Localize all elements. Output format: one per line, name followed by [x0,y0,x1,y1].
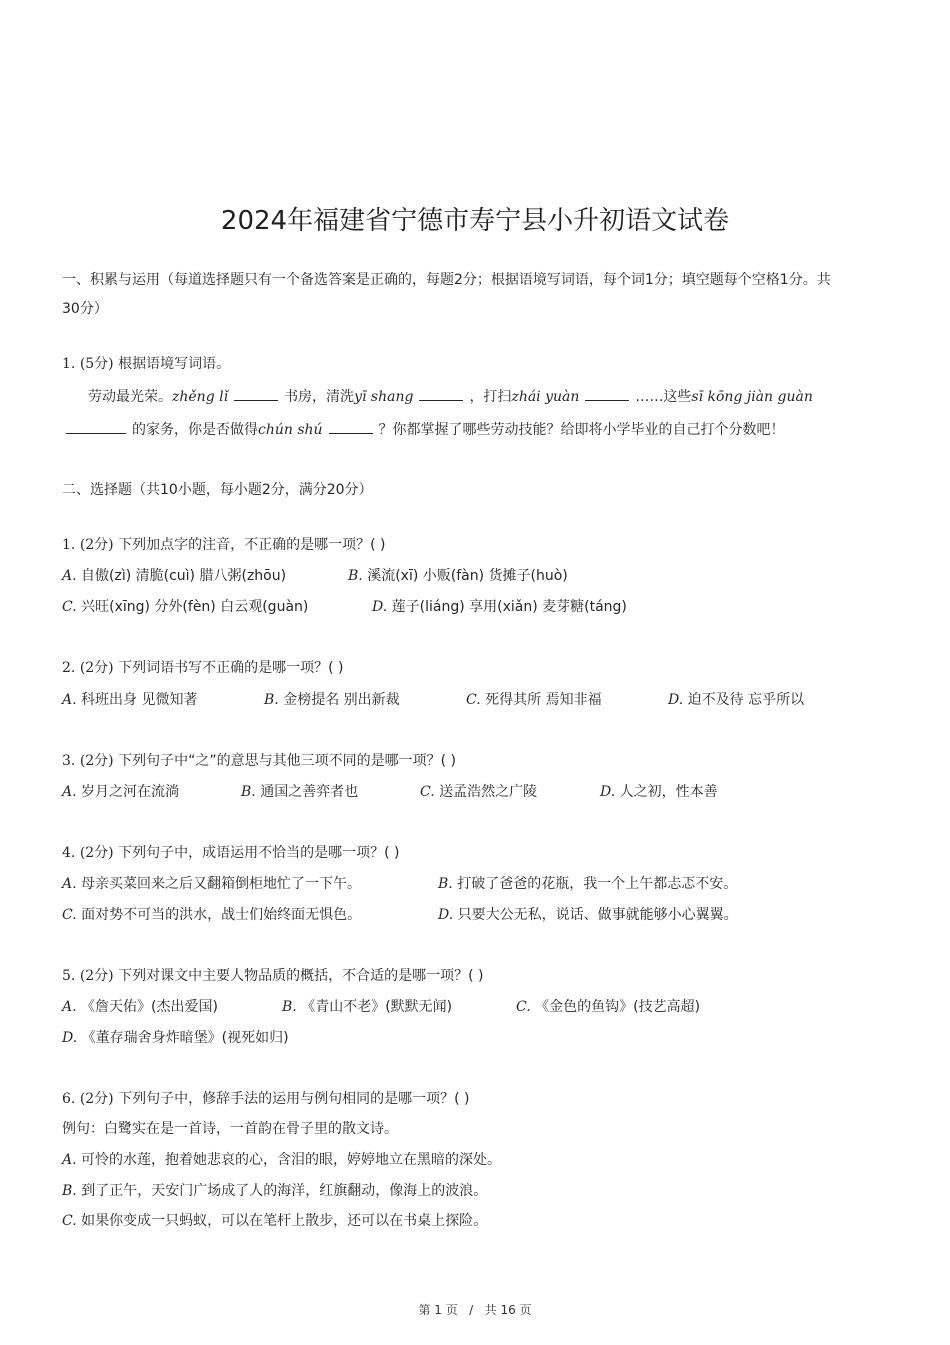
page-title: 2024年福建省宁德市寿宁县小升初语文试卷 [220,206,730,236]
option-letter: A. [62,876,77,892]
option-d[interactable] [600,781,718,801]
section2-heading: 二、选择题（共10小题，每小题2分，满分20分） [62,482,373,498]
question-score: (2分) [79,968,114,984]
option-letter: A. [62,999,77,1015]
passage-text: ，打扫 [469,389,512,405]
option-letter: D. [62,1030,78,1046]
question-prompt: 下列词语书写不正确的是哪一项？( ) [118,660,344,676]
question-number: 1. [62,537,76,553]
option-letter: B. [264,692,279,708]
passage-text: ……这些 [635,389,692,405]
option-letter: C. [516,999,531,1015]
option-d[interactable] [438,904,738,924]
option-letter: A. [62,1152,77,1168]
option-c[interactable] [466,689,602,709]
option-letter: D. [372,599,388,615]
question-score: (2分) [79,845,114,861]
answer-blank[interactable] [329,421,373,434]
question-6-header [62,1088,469,1108]
option-b[interactable] [282,996,452,1016]
passage-text: 劳动最光荣。 [88,389,172,405]
question-prompt: 下列加点字的注音，不正确的是哪一项？( ) [118,537,386,553]
option-letter: C. [420,784,435,800]
option-text: 母亲买菜回来之后又翻箱倒柜地忙了一下午。 [81,876,362,892]
page-total: 共 16 页 [484,1303,532,1317]
option-letter: A. [62,692,77,708]
question-2-header [62,657,343,677]
question-score: (2分) [79,753,114,769]
answer-blank[interactable] [66,421,126,434]
option-text: 死得其所 焉知非福 [485,692,602,708]
option-text: 可怜的水莲，抱着她悲哀的心，含泪的眼，婷婷地立在黑暗的深处。 [81,1152,502,1168]
option-letter: B. [348,568,363,584]
option-c[interactable] [62,596,308,616]
question-prompt: 下列句子中“之”的意思与其他三项不同的是哪一项？( ) [118,753,456,769]
option-text: 溪流(xī) 小贩(fàn) 货摊子(huò) [367,568,568,584]
answer-blank[interactable] [234,388,278,401]
option-d[interactable] [62,1027,289,1047]
option-text: 打破了爸爸的花瓶，我一个上午都忐忑不安。 [457,876,738,892]
option-text: 《詹天佑》(杰出爱国) [81,999,218,1015]
option-text: 只要大公无私，说话、做事就能够小心翼翼。 [457,907,738,923]
option-text: 《青山不老》(默默无闻) [301,999,453,1015]
option-a[interactable] [62,565,286,585]
option-letter: C. [62,599,77,615]
fill-passage-line1 [88,386,813,406]
example-sentence: 例句：白鹭实在是一首诗，一首韵在骨子里的散文诗。 [62,1121,398,1137]
question-prompt: 根据语境写词语。 [118,356,231,372]
question-score: (2分) [79,537,114,553]
question-number: 1. [62,356,76,372]
option-letter: A. [62,568,77,584]
option-text: 金榜提名 别出新裁 [283,692,400,708]
question-score: (2分) [79,1091,114,1107]
option-c[interactable] [516,996,700,1016]
question-5-header [62,965,483,985]
option-text: 面对势不可当的洪水，战士们始终面无惧色。 [81,907,362,923]
option-a[interactable] [62,873,361,893]
option-b[interactable] [241,781,358,801]
option-a[interactable] [62,1149,501,1169]
option-letter: C. [62,1213,77,1229]
option-text: 送孟浩然之广陵 [439,784,538,800]
pinyin: yī shang [354,389,414,405]
option-letter: B. [241,784,256,800]
pinyin: zhěng lǐ [172,389,229,405]
question-score: (5分) [79,356,114,372]
option-a[interactable] [62,689,197,709]
option-b[interactable] [438,873,737,893]
option-c[interactable] [420,781,537,801]
option-a[interactable] [62,996,218,1016]
option-letter: B. [282,999,297,1015]
question-number: 6. [62,1091,76,1107]
question-1-header [62,534,385,554]
option-text: 人之初，性本善 [619,784,718,800]
question-4-header [62,842,399,862]
option-text: 如果你变成一只蚂蚁，可以在笔杆上散步，还可以在书桌上探险。 [81,1213,488,1229]
question-number: 4. [62,845,76,861]
question-number: 2. [62,660,76,676]
pinyin: chún shú [258,422,323,438]
option-letter: D. [600,784,616,800]
page-separator: / [469,1303,474,1317]
option-letter: B. [62,1183,77,1199]
section1-heading-line1: 一、积累与运用（每道选择题只有一个备选答案是正确的，每题2分；根据语境写词语，每个词1分；填空题每个空格1分。共 [62,272,831,288]
question-number: 3. [62,753,76,769]
option-b[interactable] [62,1180,487,1200]
page-footer [0,1301,950,1318]
option-a[interactable] [62,781,179,801]
section1-heading-line2: 30分） [62,301,108,317]
fill-question-header [62,353,230,373]
option-letter: C. [62,907,77,923]
question-prompt: 下列对课文中主要人物品质的概括，不合适的是哪一项？( ) [118,968,484,984]
passage-text: ？你都掌握了哪些劳动技能？给即将小学毕业的自己打个分数吧！ [378,422,785,438]
option-text: 《金色的鱼钩》(技艺高超) [535,999,701,1015]
option-letter: D. [668,692,684,708]
answer-blank[interactable] [585,388,629,401]
question-score: (2分) [79,660,114,676]
question-3-header [62,750,456,770]
option-d[interactable] [668,689,804,709]
question-number: 5. [62,968,76,984]
option-letter: D. [438,907,454,923]
option-text: 自傲(zì) 清脆(cuì) 腊八粥(zhōu) [81,568,287,584]
option-b[interactable] [264,689,400,709]
fill-passage-line2 [66,419,785,439]
passage-text: 的家务，你是否做得 [132,422,258,438]
passage-text: 书房，清洗 [284,389,355,405]
option-text: 岁月之河在流淌 [81,784,180,800]
option-letter: B. [438,876,453,892]
option-letter: C. [466,692,481,708]
option-text: 科班出身 见微知著 [81,692,198,708]
option-text: 兴旺(xīng) 分外(fèn) 白云观(guàn) [81,599,309,615]
answer-blank[interactable] [419,388,463,401]
option-d[interactable] [372,596,627,616]
option-text: 莲子(liáng) 享用(xiǎn) 麦芽糖(táng) [391,599,627,615]
question-prompt: 下列句子中，修辞手法的运用与例句相同的是哪一项？( ) [118,1091,470,1107]
option-text: 迫不及待 忘乎所以 [687,692,805,708]
pinyin: sī kōng jiàn guàn [691,389,813,405]
page-number: 第 1 页 [418,1303,458,1317]
option-c[interactable] [62,1210,487,1230]
option-text: 到了正午，天安门广场成了人的海洋，红旗翻动，像海上的波浪。 [81,1183,488,1199]
option-b[interactable] [348,565,568,585]
option-text: 《董存瑞舍身炸暗堡》(视死如归) [81,1030,289,1046]
option-text: 通国之善弈者也 [260,784,359,800]
option-c[interactable] [62,904,361,924]
question-prompt: 下列句子中，成语运用不恰当的是哪一项？( ) [118,845,400,861]
pinyin: zhái yuàn [511,389,580,405]
option-letter: A. [62,784,77,800]
